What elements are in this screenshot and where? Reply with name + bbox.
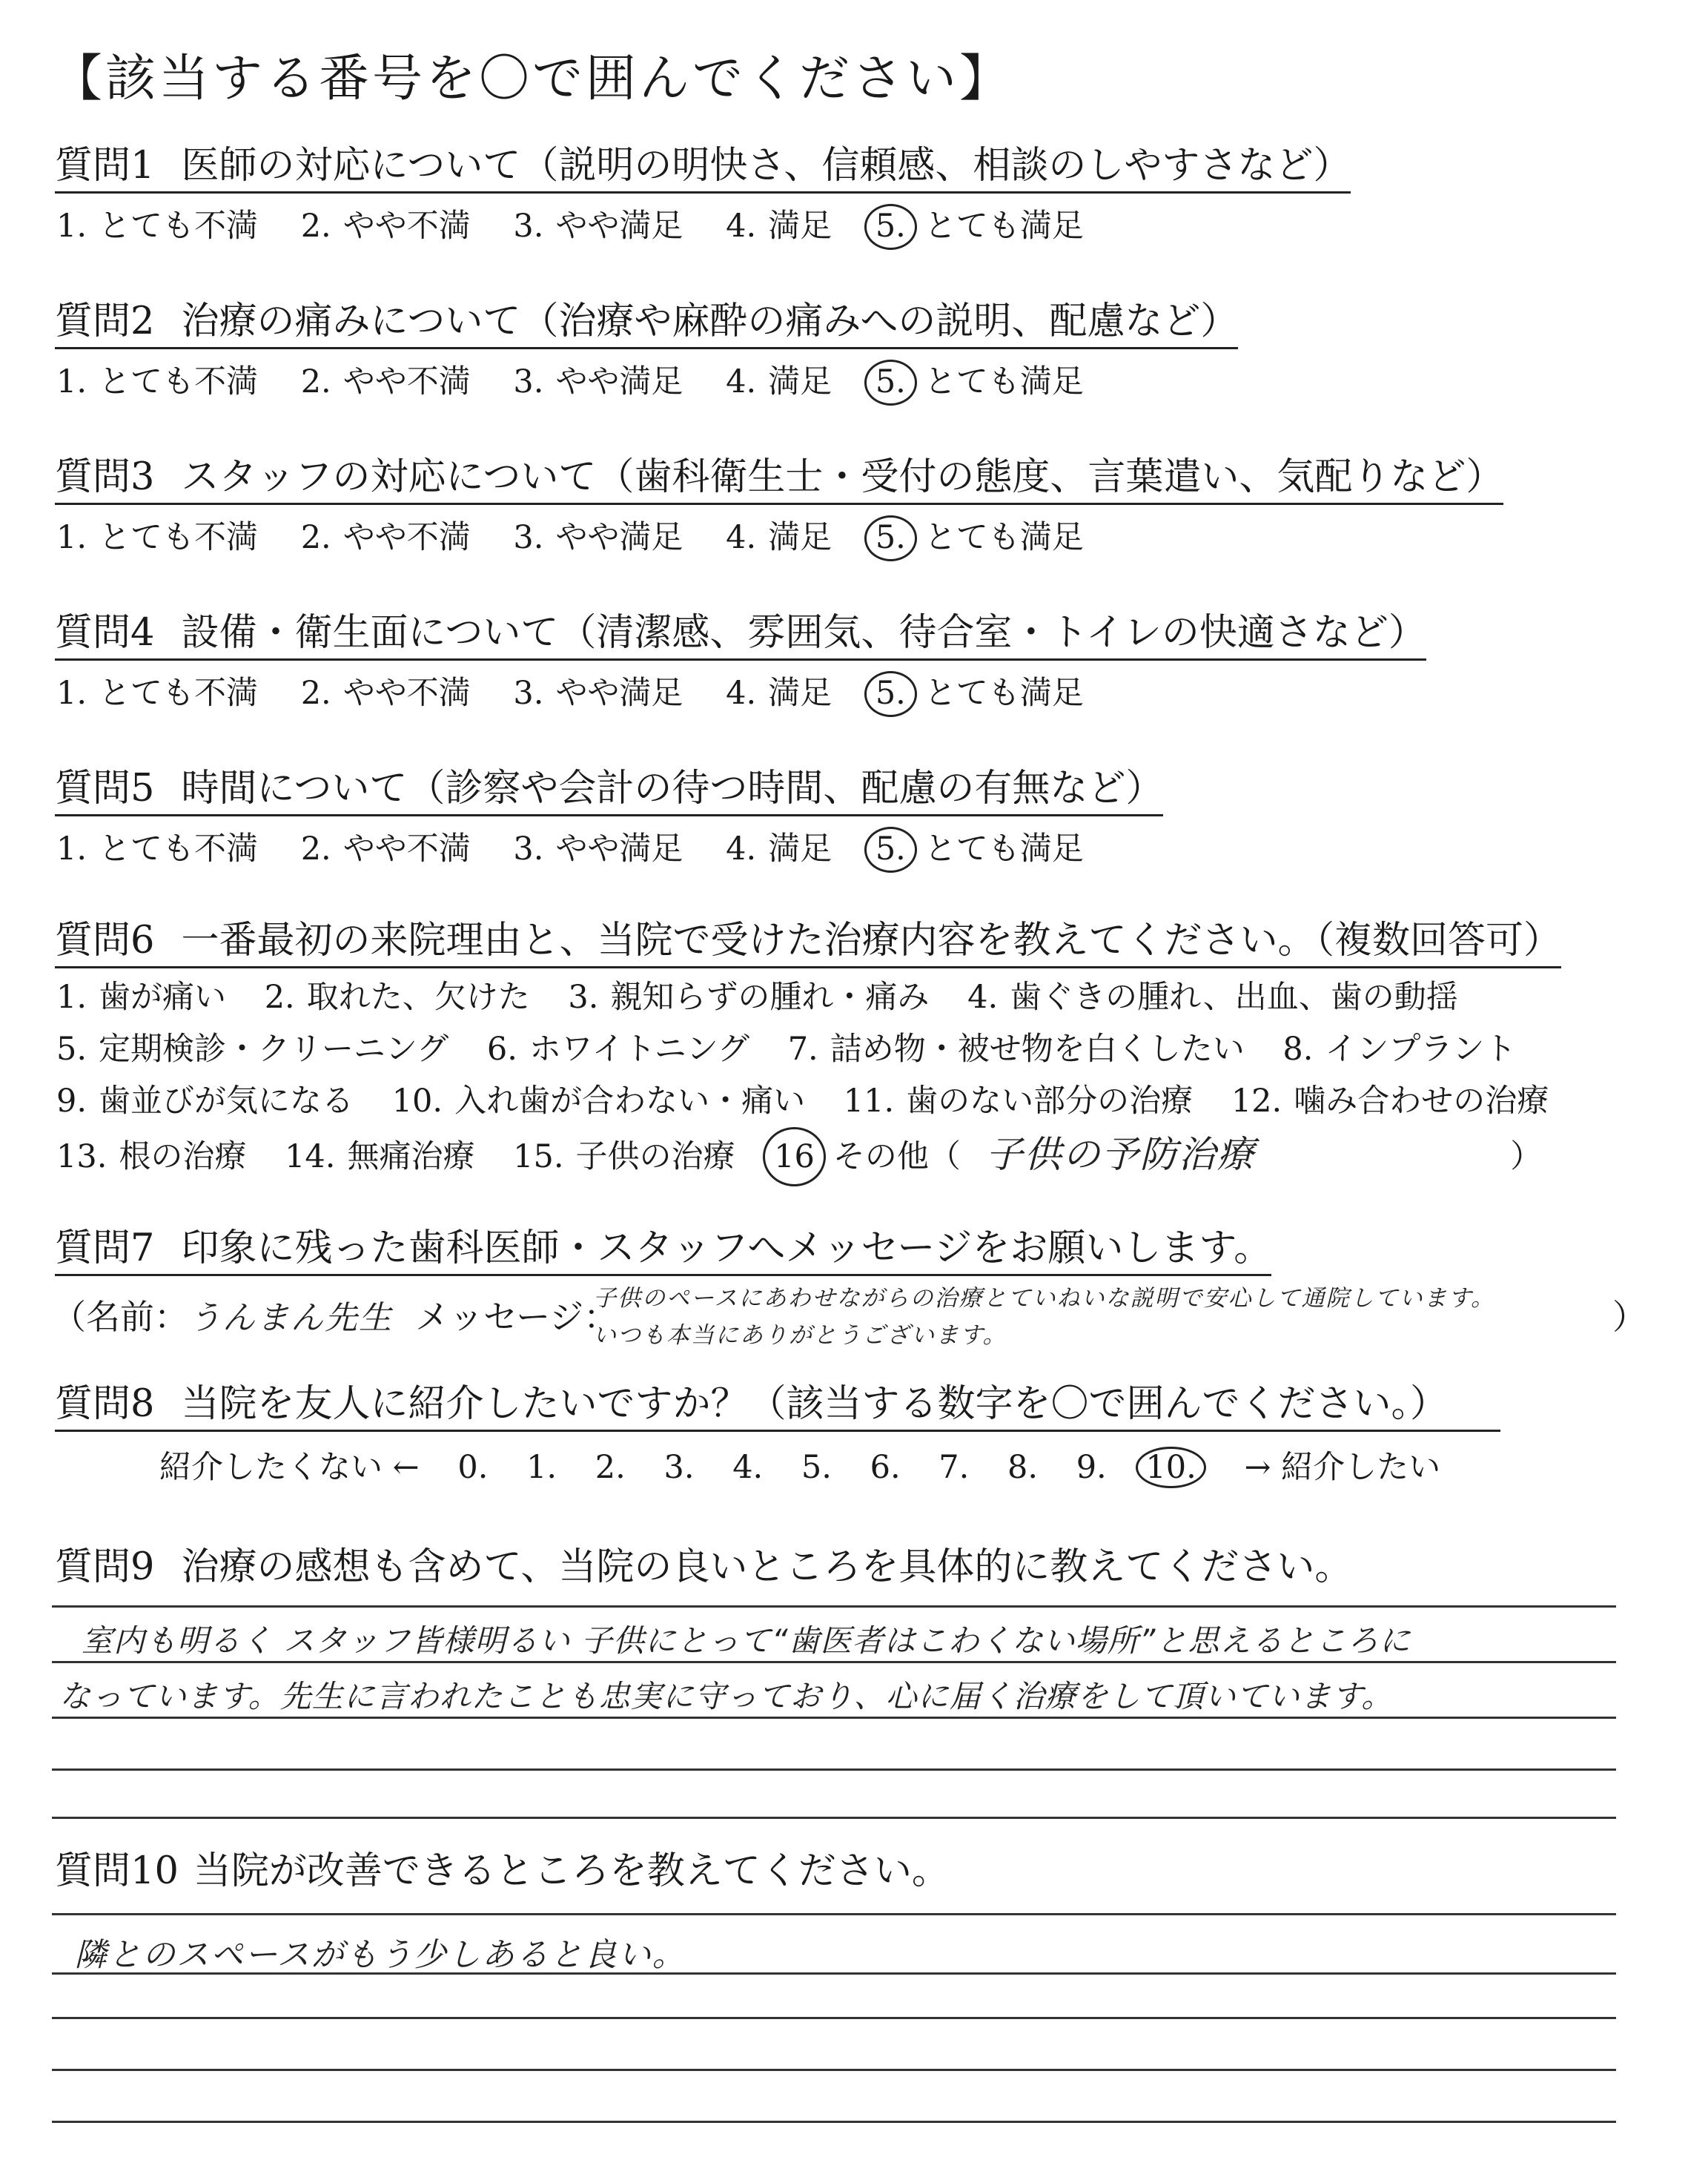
q6-opt-15-label: 子供の治療	[575, 1138, 735, 1175]
question-4-title	[55, 612, 1426, 661]
q2-opt-5-label: とても満足	[924, 363, 1084, 400]
q9-answer-line	[52, 1768, 1616, 1771]
question-6-options	[56, 971, 1577, 1179]
q6-row-1	[56, 971, 1577, 1023]
question-9-number: 質問9	[55, 1545, 155, 1589]
question-5-title	[55, 767, 1163, 816]
question-7-answer-box	[52, 1290, 618, 1339]
q6-opt-8-num[interactable]: 8.	[1282, 1031, 1314, 1068]
q7-name-value[interactable]: うんまん先生	[188, 1299, 393, 1337]
q5-opt-5-label: とても満足	[924, 830, 1084, 868]
question-2-title	[55, 300, 1238, 349]
q8-opt-4[interactable]: 4.	[732, 1449, 764, 1486]
q1-opt-3-label: やや満足	[555, 208, 683, 245]
question-1-options	[56, 204, 1116, 250]
q1-opt-1-label: とても不満	[99, 208, 259, 245]
q2-opt-1-num[interactable]: 1.	[56, 363, 87, 400]
q10-answer-line	[52, 1913, 1616, 1915]
question-1-text: 医師の対応について（説明の明快さ、信頼感、相談のしやすさなど）	[181, 144, 1351, 188]
q4-opt-1-num[interactable]: 1.	[56, 675, 87, 712]
q5-opt-1-label: とても不満	[99, 830, 259, 868]
q9-answer-line-2[interactable]: なっています。先生に言われたことも忠実に守っており、心に届く治療をして頂いています。	[59, 1678, 1394, 1714]
question-4-number: 質問4	[55, 611, 155, 655]
q6-opt-2-label: 取れた、欠けた	[306, 979, 530, 1016]
q2-opt-4-num[interactable]: 4.	[726, 363, 757, 400]
question-2-text: 治療の痛みについて（治療や麻酔の痛みへの説明、配慮など）	[181, 300, 1239, 343]
q3-opt-3-num[interactable]: 3.	[513, 519, 544, 556]
question-8-title	[55, 1383, 1500, 1432]
q2-opt-2-label: やや不満	[342, 363, 471, 400]
question-6-title	[55, 919, 1561, 968]
q6-opt-12-label: 噛み合わせの治療	[1294, 1083, 1549, 1120]
question-3-number: 質問3	[55, 455, 155, 499]
q2-opt-1-label: とても不満	[99, 363, 259, 400]
question-9-title	[55, 1546, 1352, 1593]
question-3-title	[55, 456, 1503, 505]
q6-opt-1-label: 歯が痛い	[99, 979, 227, 1016]
question-7-text: 印象に残った歯科医師・スタッフへメッセージをお願いします。	[181, 1226, 1272, 1270]
q6-opt-9-label: 歯並びが気になる	[99, 1083, 354, 1120]
question-10-text: 当院が改善できるところを教えてください。	[193, 1849, 950, 1893]
question-6-text: 一番最初の来院理由と、当院で受けた治療内容を教えてください。（複数回答可）	[181, 919, 1561, 962]
q3-opt-3-label: やや満足	[555, 519, 683, 556]
q6-opt-9-num[interactable]: 9.	[56, 1083, 87, 1120]
q6-row-4	[56, 1127, 1577, 1179]
q6-opt-8-label: インプラント	[1325, 1031, 1517, 1068]
question-4-options	[56, 671, 1116, 717]
q6-opt-3-label: 親知らずの腫れ・痛み	[610, 979, 930, 1016]
question-9-text: 治療の感想も含めて、当院の良いところを具体的に教えてください。	[181, 1545, 1353, 1589]
q6-opt-14-label: 無痛治療	[347, 1138, 475, 1175]
q2-opt-4-label: 満足	[768, 363, 833, 400]
question-3-text: スタッフの対応について（歯科衛生士・受付の態度、言葉遣い、気配りなど）	[181, 455, 1504, 499]
q6-opt-4-label: 歯ぐきの腫れ、出血、歯の動揺	[1010, 979, 1458, 1016]
question-6-number: 質問6	[55, 919, 155, 962]
question-4-text: 設備・衛生面について（清潔感、雰囲気、待合室・トイレの快適さなど）	[181, 611, 1426, 655]
q8-opt-7[interactable]: 7.	[939, 1449, 970, 1486]
q5-opt-3-num[interactable]: 3.	[513, 830, 544, 868]
q8-opt-9[interactable]: 9.	[1076, 1449, 1107, 1486]
q3-opt-1-num[interactable]: 1.	[56, 519, 87, 556]
q6-opt-6-label: ホワイトニング	[529, 1031, 750, 1068]
q6-opt-1-num[interactable]: 1.	[56, 979, 87, 1016]
q5-opt-4-label: 満足	[768, 830, 833, 868]
q8-left-label: 紹介したくない ←	[159, 1449, 420, 1486]
q7-close-paren: ）	[1612, 1297, 1646, 1337]
question-8-text: 当院を友人に紹介したいですか？（該当する数字を〇で囲んでください。）	[181, 1382, 1448, 1426]
q7-message-line-1[interactable]: 子供のペースにあわせながらの治療とていねいな説明で安心して通院しています。	[593, 1285, 1495, 1312]
q4-opt-1-label: とても不満	[99, 675, 259, 712]
q5-opt-1-num[interactable]: 1.	[56, 830, 87, 868]
q9-answer-line	[52, 1817, 1616, 1819]
q6-opt-5-num[interactable]: 5.	[56, 1031, 87, 1068]
q5-opt-4-num[interactable]: 4.	[726, 830, 757, 868]
q8-opt-10-circled[interactable]: 10.	[1136, 1447, 1205, 1488]
q4-opt-4-label: 満足	[768, 675, 833, 712]
q7-message-line-2[interactable]: いつも本当にありがとうございます。	[593, 1322, 1007, 1349]
q10-answer-line	[52, 2121, 1616, 2123]
question-2-options	[56, 360, 1116, 406]
question-5-text: 時間について（診察や会計の待つ時間、配慮の有無など）	[181, 767, 1164, 810]
q5-opt-3-label: やや満足	[555, 830, 683, 868]
instruction-header: 【該当する番号を〇で囲んでください】	[52, 50, 1013, 108]
q9-answer-line-1[interactable]: 室内も明るく スタッフ皆様明るい 子供にとって“歯医者はこわくない場所”と思えるところに	[82, 1622, 1411, 1659]
q6-opt-16-label: その他（	[833, 1138, 961, 1175]
q5-opt-5-num-circled[interactable]: 5.	[864, 827, 917, 873]
q8-right-label: → 紹介したい	[1244, 1449, 1441, 1486]
q2-opt-3-label: やや満足	[555, 363, 683, 400]
q6-opt-7-label: 詰め物・被せ物を白くしたい	[830, 1031, 1245, 1068]
q4-opt-4-num[interactable]: 4.	[726, 675, 757, 712]
q2-opt-3-num[interactable]: 3.	[513, 363, 544, 400]
q3-opt-4-num[interactable]: 4.	[726, 519, 757, 556]
question-8-scale	[159, 1442, 1469, 1488]
q6-opt-16-num-circled[interactable]: 16	[763, 1127, 826, 1186]
q2-opt-2-num[interactable]: 2.	[300, 363, 331, 400]
q10-answer-line	[52, 1972, 1616, 1975]
q6-opt-11-num[interactable]: 11.	[843, 1083, 895, 1120]
q6-opt-5-label: 定期検診・クリーニング	[99, 1031, 449, 1068]
q6-opt-6-num[interactable]: 6.	[486, 1031, 517, 1068]
q6-opt-12-num[interactable]: 12.	[1231, 1083, 1282, 1120]
q8-opt-3[interactable]: 3.	[663, 1449, 695, 1486]
q6-opt-13-num[interactable]: 13.	[56, 1138, 107, 1175]
q6-opt-14-num[interactable]: 14.	[285, 1138, 336, 1175]
q7-message-label: メッセージ：	[415, 1297, 618, 1337]
q4-opt-5-num-circled[interactable]: 5.	[864, 671, 917, 717]
q2-opt-5-num-circled[interactable]: 5.	[864, 360, 917, 406]
q8-opt-0[interactable]: 0.	[457, 1449, 489, 1486]
question-2-number: 質問2	[55, 300, 155, 343]
question-1-title	[55, 145, 1351, 194]
q4-opt-5-label: とても満足	[924, 675, 1084, 712]
q6-row-2	[56, 1023, 1577, 1075]
q8-opt-5[interactable]: 5.	[801, 1449, 832, 1486]
q5-opt-2-label: やや不満	[342, 830, 471, 868]
q1-opt-2-label: やや不満	[342, 208, 471, 245]
q1-opt-2-num[interactable]: 2.	[300, 208, 331, 245]
q6-opt-10-num[interactable]: 10.	[391, 1083, 443, 1120]
q8-opt-1[interactable]: 1.	[526, 1449, 557, 1486]
q3-opt-5-label: とても満足	[924, 519, 1084, 556]
q9-answer-line	[52, 1717, 1616, 1719]
q3-opt-1-label: とても不満	[99, 519, 259, 556]
q3-opt-2-num[interactable]: 2.	[300, 519, 331, 556]
q8-opt-8[interactable]: 8.	[1007, 1449, 1039, 1486]
question-5-options	[56, 827, 1116, 873]
q1-opt-4-num[interactable]: 4.	[726, 208, 757, 245]
q5-opt-2-num[interactable]: 2.	[300, 830, 331, 868]
q6-close-paren: ）	[1510, 1138, 1543, 1175]
q6-opt-3-num[interactable]: 3.	[568, 979, 599, 1016]
q1-opt-4-label: 満足	[768, 208, 833, 245]
q10-answer-line	[52, 2017, 1616, 2019]
q9-answer-line	[52, 1661, 1616, 1663]
question-10-number: 質問10	[55, 1849, 179, 1893]
question-7-number: 質問7	[55, 1226, 155, 1270]
q6-opt-2-num[interactable]: 2.	[264, 979, 295, 1016]
question-8-number: 質問8	[55, 1382, 155, 1426]
question-7-title	[55, 1227, 1271, 1276]
question-5-number: 質問5	[55, 767, 155, 810]
q8-opt-2[interactable]: 2.	[595, 1449, 626, 1486]
q4-opt-3-num[interactable]: 3.	[513, 675, 544, 712]
q10-answer-line-1[interactable]: 隣とのスペースがもう少しあると良い。	[74, 1936, 686, 1974]
q4-opt-3-label: やや満足	[555, 675, 683, 712]
q4-opt-2-label: やや不満	[342, 675, 471, 712]
q3-opt-5-num-circled[interactable]: 5.	[864, 515, 917, 561]
q1-opt-5-label: とても満足	[924, 208, 1084, 245]
q10-answer-line	[52, 2069, 1616, 2071]
question-1-number: 質問1	[55, 144, 155, 188]
q6-opt-7-num[interactable]: 7.	[787, 1031, 818, 1068]
q1-opt-5-num-circled[interactable]: 5.	[864, 204, 917, 250]
q6-opt-4-num[interactable]: 4.	[967, 979, 999, 1016]
q8-opt-6[interactable]: 6.	[870, 1449, 901, 1486]
question-10-title	[55, 1850, 950, 1897]
q7-name-label: （名前：	[52, 1297, 188, 1337]
q1-opt-1-num[interactable]: 1.	[56, 208, 87, 245]
q9-answer-line	[52, 1605, 1616, 1608]
q3-opt-4-label: 満足	[768, 519, 833, 556]
q3-opt-2-label: やや不満	[342, 519, 471, 556]
q4-opt-2-num[interactable]: 2.	[300, 675, 331, 712]
q6-opt-10-label: 入れ歯が合わない・痛い	[454, 1083, 806, 1120]
q6-other-answer[interactable]: 子供の予防治療	[985, 1133, 1256, 1176]
question-3-options	[56, 515, 1116, 561]
q6-row-3	[56, 1075, 1577, 1127]
q6-opt-15-num[interactable]: 15.	[513, 1138, 564, 1175]
q1-opt-3-num[interactable]: 3.	[513, 208, 544, 245]
q6-opt-13-label: 根の治療	[119, 1138, 247, 1175]
q6-opt-11-label: 歯のない部分の治療	[906, 1083, 1194, 1120]
